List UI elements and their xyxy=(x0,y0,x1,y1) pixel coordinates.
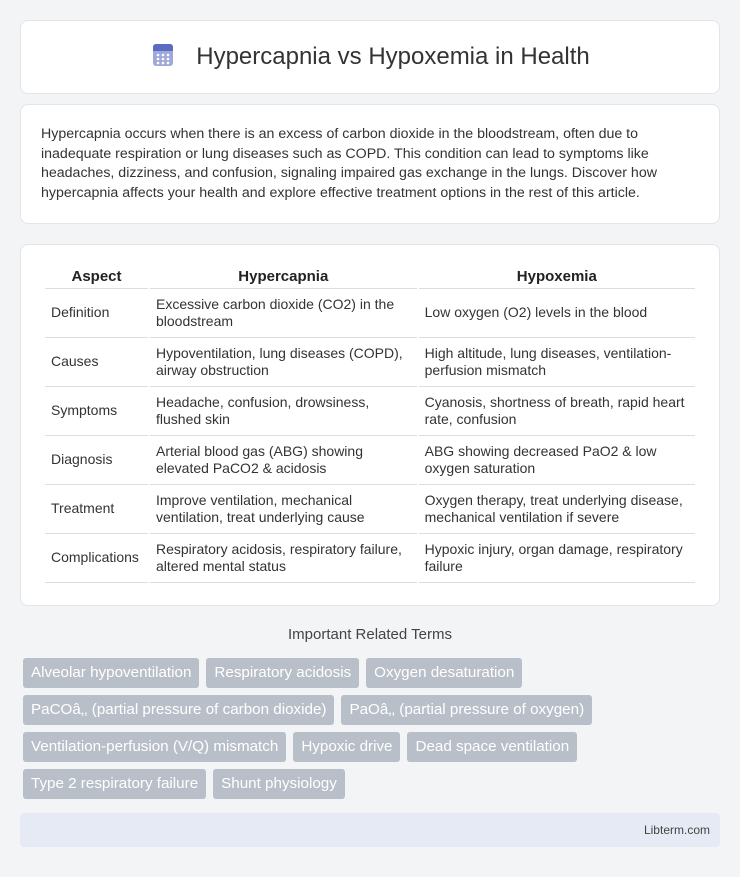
row-aspect: Symptoms xyxy=(45,387,148,436)
tag-vq-mismatch[interactable]: Ventilation-perfusion (V/Q) mismatch xyxy=(23,732,286,762)
row-hypercapnia: Respiratory acidosis, respiratory failure, altered mental status xyxy=(150,534,417,583)
page-title: Hypercapnia vs Hypoxemia in Health xyxy=(196,43,590,70)
tag-dead-space-ventilation[interactable]: Dead space ventilation xyxy=(407,732,577,762)
header-hypercapnia: Hypercapnia xyxy=(150,265,417,289)
row-hypercapnia: Excessive carbon dioxide (CO2) in the bloodstream xyxy=(150,289,417,338)
row-hypoxemia: Hypoxic injury, organ damage, respiratory failure xyxy=(419,534,695,583)
row-hypoxemia: High altitude, lung diseases, ventilation-perfusion mismatch xyxy=(419,338,695,387)
row-hypercapnia: Arterial blood gas (ABG) showing elevated PaCO2 & acidosis xyxy=(150,436,417,485)
table-row xyxy=(45,289,695,338)
tag-oxygen-desaturation[interactable]: Oxygen desaturation xyxy=(366,658,522,688)
tag-respiratory-acidosis[interactable]: Respiratory acidosis xyxy=(206,658,359,688)
row-aspect: Diagnosis xyxy=(45,436,148,485)
table-row xyxy=(45,436,695,485)
header-card xyxy=(20,20,720,94)
row-hypercapnia: Improve ventilation, mechanical ventilation, treat underlying cause xyxy=(150,485,417,534)
related-terms-title: Important Related Terms xyxy=(288,626,452,643)
header-aspect: Aspect xyxy=(45,265,148,289)
table-header-row xyxy=(45,265,695,289)
row-hypercapnia: Headache, confusion, drowsiness, flushed skin xyxy=(150,387,417,436)
tag-hypoxic-drive[interactable]: Hypoxic drive xyxy=(293,732,400,762)
comparison-table-card xyxy=(20,244,720,606)
comparison-table xyxy=(43,265,697,583)
header-hypoxemia: Hypoxemia xyxy=(419,265,695,289)
tag-paco2[interactable]: PaCOâ‚‚ (partial pressure of carbon dioxide) xyxy=(23,695,334,725)
row-hypoxemia: Cyanosis, shortness of breath, rapid heart rate, confusion xyxy=(419,387,695,436)
row-hypercapnia: Hypoventilation, lung diseases (COPD), airway obstruction xyxy=(150,338,417,387)
table-row xyxy=(45,338,695,387)
row-aspect: Complications xyxy=(45,534,148,583)
row-hypoxemia: Low oxygen (O2) levels in the blood xyxy=(419,289,695,338)
tag-shunt-physiology[interactable]: Shunt physiology xyxy=(213,769,345,799)
table-row xyxy=(45,387,695,436)
footer-site-link[interactable]: Libterm.com xyxy=(643,823,710,837)
intro-card xyxy=(20,104,720,224)
table-row xyxy=(45,534,695,583)
tag-type-2-respiratory-failure[interactable]: Type 2 respiratory failure xyxy=(23,769,206,799)
tag-pao2[interactable]: PaOâ‚‚ (partial pressure of oxygen) xyxy=(341,695,592,725)
intro-text: Hypercapnia occurs when there is an excess of carbon dioxide in the bloodstream, often due to inadequate respiration or lung diseases such as COPD. This condition can lead to symptoms like headaches, dizziness, and confusion, signaling impaired gas exchange in the lungs. Discover how hypercapnia affects your health and explore effective treatment options in the rest of this article. xyxy=(41,126,657,201)
row-aspect: Causes xyxy=(45,338,148,387)
row-hypoxemia: ABG showing decreased PaO2 & low oxygen saturation xyxy=(419,436,695,485)
tag-alveolar-hypoventilation[interactable]: Alveolar hypoventilation xyxy=(23,658,199,688)
row-aspect: Definition xyxy=(45,289,148,338)
row-aspect: Treatment xyxy=(45,485,148,534)
calculator-icon xyxy=(150,42,176,73)
row-hypoxemia: Oxygen therapy, treat underlying disease, mechanical ventilation if severe xyxy=(419,485,695,534)
related-terms-tags xyxy=(23,658,723,799)
footer xyxy=(20,813,720,847)
table-row xyxy=(45,485,695,534)
